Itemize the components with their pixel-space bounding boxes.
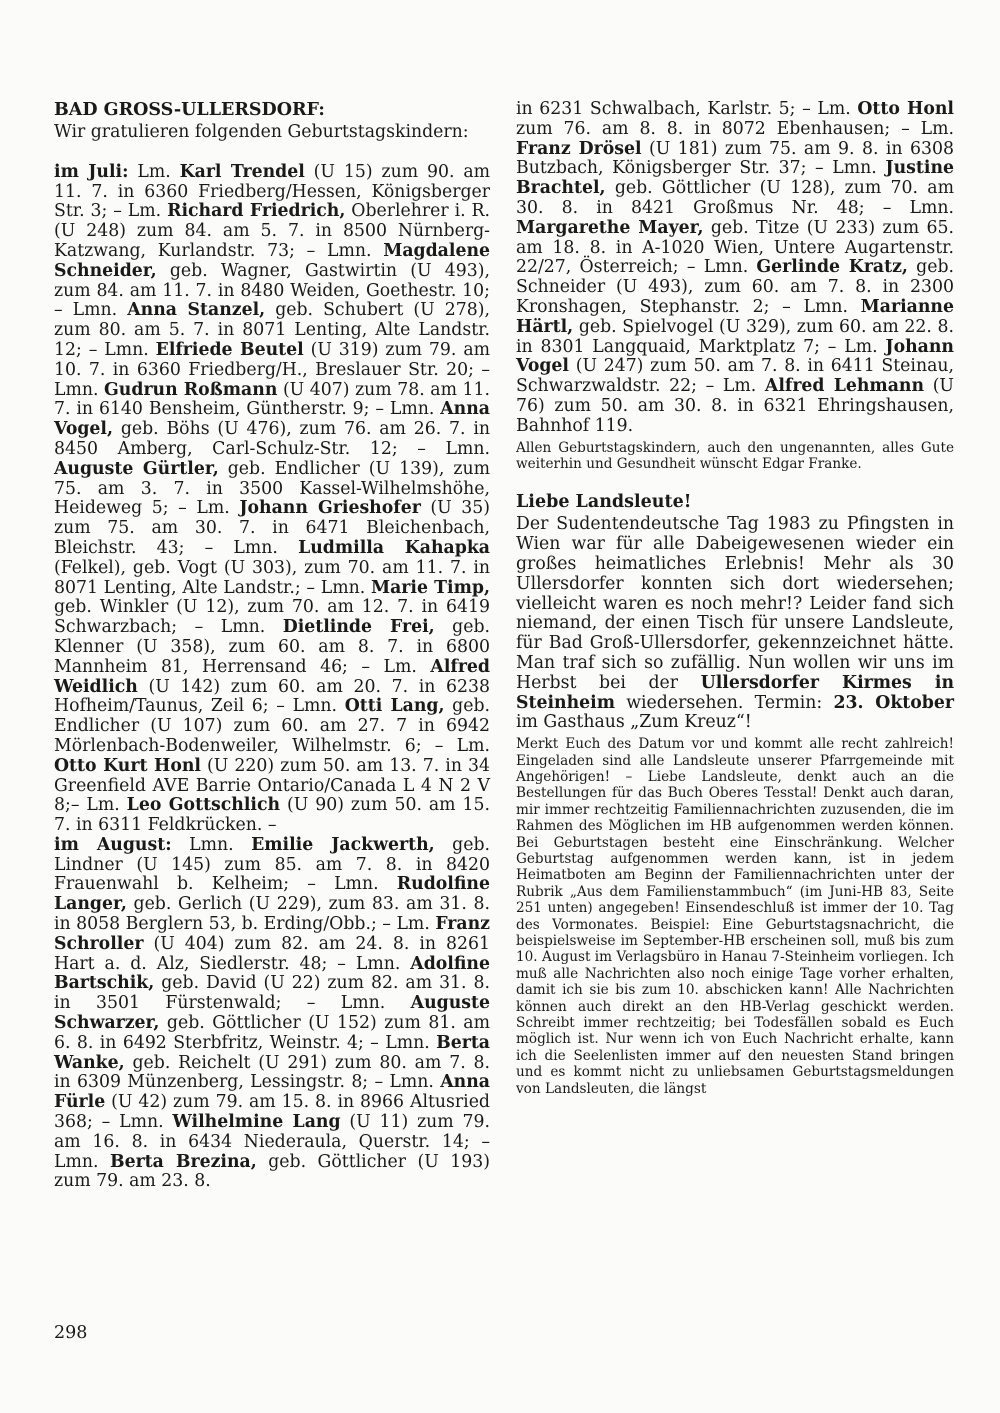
bold-name: Wilhelmine Lang xyxy=(172,1112,341,1133)
text-run: im Gasthaus „Zum Kreuz“! xyxy=(516,712,752,733)
bold-name: Adolfine Bartschik, xyxy=(54,953,490,994)
text-run: geb. Schneider (U 493), zum 60. am 7. 8. in 2300 Kronshagen, Stephanstr. 2; – Lmn. xyxy=(516,257,955,317)
letter-heading: Liebe Landsleute! xyxy=(516,492,692,513)
text-run: (U 407) zum 78. am 11. 7. in 6140 Bensheim, Güntherstr. 9; – Lmn. xyxy=(54,379,490,420)
bold-name: Auguste Gürtler, xyxy=(54,458,219,479)
bold-name: Magdalene Schneider, xyxy=(54,240,490,281)
bold-name: Rudolfine Langer, xyxy=(54,874,490,915)
text-run: geb. Reichelt (U 291) zum 80. am 7. 8. in 6309 Münzenberg, Lessingstr. 8; – Lmn. xyxy=(54,1052,490,1093)
bold-name: Alfred Lehmann xyxy=(764,376,925,397)
text-run: geb. Gerlich (U 229), zum 83. am 31. 8. in 8058 Berglern 53, b. Erding/Obb.; – Lm. xyxy=(54,894,490,935)
letter-body xyxy=(516,515,954,733)
text-run: geb. Göttlicher (U 193) zum 79. am 23. 8. xyxy=(54,1151,490,1192)
text-run: Der Sudentendeutsche Tag 1983 zu Pfingsten in Wien war für alle Dabeigewesenen wieder ein großes heimatliches Erlebnis! Mehr als 30 Ullersdorfer konnten sich dort wiedersehen; vielleicht waren es noch mehr!? Leider fand sich niemand, der einen Tisch für unsere Landsleute, für Bad Groß-Ullersdorfer, gekennzeichnet hätte. Man traf sich so zufällig. Nun wollen wir uns im Herbst bei der xyxy=(516,514,954,693)
bold-name: Marie Timp, xyxy=(370,577,490,598)
bold-name: Dietlinde Frei, xyxy=(282,617,435,638)
text-run: geb. Schubert (U 278), zum 80. am 5. 7. in 8071 Lenting, Alte Landstr. 12; – Lmn. xyxy=(54,300,490,360)
text-run: (U 90) zum 50. am 15. 7. in 6311 Feldkrücken. – xyxy=(54,795,490,836)
bold-name: Karl Trendel xyxy=(179,161,305,182)
text-run: (U 15) zum 90. am 11. 7. in 6360 Friedberg/Hessen, Königsberger Str. 3; – Lm. xyxy=(54,161,491,222)
bold-name: Otto Honl xyxy=(857,99,954,119)
left-column xyxy=(54,100,490,1192)
bold-name: Ludmilla Kahapka xyxy=(298,537,490,558)
text-run: zum 76. am 8. 8. in 8072 Ebenhausen; – Lm. xyxy=(516,118,954,139)
bold-name: Margarethe Mayer, xyxy=(516,217,704,238)
intro-text: Wir gratulieren folgenden Geburtstagskindern: xyxy=(54,122,469,142)
bold-name: Franz Drösel xyxy=(516,138,642,159)
text-run: geb. Endlicher (U 139), zum 75. am 3. 7. in 3500 Kassel-Wilhelmshöhe, Heideweg 5; – Lm. xyxy=(54,458,490,519)
bold-name: Marianne Härtl, xyxy=(516,296,954,337)
bold-name: Emilie Jackwerth, xyxy=(251,834,435,855)
text-run: geb. Göttlicher (U 152) zum 81. am 6. 8. in 6492 Sterbfritz, Weinstr. 4; – Lmn. xyxy=(54,1013,490,1053)
bold-name: Berta Wanke, xyxy=(54,1032,490,1073)
right-column xyxy=(516,100,954,1097)
bold-name: Anna Vogel, xyxy=(54,399,490,440)
bold-name: Otto Kurt Honl xyxy=(54,755,201,776)
text-run: geb. Klenner (U 358), zum 60. am 8. 7. in 6800 Mannheim 81, Herrensand 46; – Lm. xyxy=(54,617,491,677)
text-run: geb. Winkler (U 12), zum 70. am 12. 7. in 6419 Schwarzbach; – Lmn. xyxy=(54,597,490,638)
page-number: 298 xyxy=(54,1323,88,1343)
bold-name: Johann Vogel xyxy=(516,336,954,377)
bold-name: im August: xyxy=(54,834,172,855)
notice-text: Merkt Euch des Datum vor und kommt alle recht zahlreich! Eingeladen sind alle Landsleute unserer Pfarrgemeinde mit Angehörigen! – Liebe Landsleute, denkt auch an die Bestellungen für das Buch Oberes Tesstal! Denkt auch daran, mir immer rechtzeitig Familiennachrichten zuzusenden, die im Rahmen des Möglichen im HB aufgenommen werden können. Bei Geburtstagen besteht eine Einschränkung. Welcher Geburtstag aufgenommen werden kann, ist in jedem Heimatboten am Beginn der Familiennachrichten unter der Rubrik „Aus dem Familienstammbuch“ (im Juni-HB 83, Seite 251 unten) angegeben! Einsendeschluß ist immer der 10. Tag des Vormonates. Beispiel: Eine Geburtstagsnachricht, die beispielsweise im September-HB erscheinen soll, muß bis zum 10. August im Verlagsbüro in Hanau 7-Steinheim vorliegen. Ich muß alle Nachrichten also noch einige Tage vorher erhalten, damit ich sie bis zum 10. abschicken kann! Alle Nachrichten können auch direkt an den HB-Verlag geschickt werden. Schreibt immer rechtzeitig; bei Todesfällen sobald es Euch möglich ist. Nur wenn ich von Euch Nachricht erhalte, kann ich die Seelenlisten immer auf den neuesten Stand bringen und es kommt nicht zu unliebsamen Geburtstagsmeldungen von Landsleuten, die längst xyxy=(516,736,954,1097)
text-run: (U 220) zum 50. am 13. 7. in 34 Greenfield AVE Barrie Ontario/Canada L 4 N 2 V 8;– Lm. xyxy=(54,755,490,816)
bold-name: Franz Schroller xyxy=(54,914,490,954)
text-run: (U 404) zum 82. am 24. 8. in 8261 Hart a. d. Alz, Siedlerstr. 48; – Lmn. xyxy=(54,933,490,974)
text-run: (U 11) zum 79. am 16. 8. in 6434 Niederaula, Querstr. 14; – Lmn. xyxy=(54,1112,490,1172)
bold-name: 23. Oktober xyxy=(833,692,954,713)
text-run: (U 319) zum 79. am 10. 7. in 6360 Friedberg/H., Breslauer Str. 20; – Lmn. xyxy=(54,339,491,400)
august-birthdays xyxy=(54,836,490,1192)
text-run: wiedersehen. Termin: xyxy=(615,692,834,713)
bold-name: Berta Brezina, xyxy=(109,1151,257,1172)
bold-name: Alfred Weidlich xyxy=(54,656,490,697)
bold-name: Elfriede Beutel xyxy=(155,339,304,360)
text-run: (U 35) zum 75. am 30. 7. in 6471 Bleichenbach, Bleichstr. 43; – Lmn. xyxy=(54,498,491,558)
text-run: geb. Wagner, Gastwirtin (U 493), zum 84. am 11. 7. in 8480 Weiden, Goethestr. 10; – Lmn. xyxy=(54,260,490,321)
text-run: Lm. xyxy=(128,161,180,182)
july-birthdays xyxy=(54,163,490,836)
bold-name: Anna Stanzel, xyxy=(127,300,266,321)
section-heading: BAD GROSS-ULLERSDORF: xyxy=(54,100,325,120)
bold-name: Auguste Schwarzer, xyxy=(54,993,490,1034)
text-run: geb. David (U 22) zum 82. am 31. 8. in 3501 Fürstenwald; – Lmn. xyxy=(54,973,490,1014)
text-run: geb. Titze (U 233) zum 65. am 18. 8. in A-1020 Wien, Untere Augartenstr. 22/27, Österreich; – Lmn. xyxy=(516,217,954,278)
text-run: (U 42) zum 79. am 15. 8. in 8966 Altusried 368; – Lmn. xyxy=(54,1092,490,1133)
bold-name: Ullersdorfer Kirmes in Steinheim xyxy=(516,672,955,713)
text-run: (U 76) zum 50. am 30. 8. in 6321 Ehringshausen, Bahnhof 119. xyxy=(516,376,954,436)
text-run: Oberlehrer i. R. (U 248) zum 84. am 5. 7. in 8500 Nürnberg-Katzwang, Kurlandstr. 73; – Lmn. xyxy=(54,201,490,261)
text-run: geb. Endlicher (U 107) zum 60. am 27. 7 in 6942 Mörlenbach-Bodenweiler, Wilhelmstr. 6; – Lm. xyxy=(54,696,490,756)
bold-name: Gerlinde Kratz, xyxy=(756,257,908,278)
bold-name: Justine Brachtel, xyxy=(516,158,954,199)
text-run: geb. Lindner (U 145) zum 85. am 7. 8. in 8420 Frauenwahl b. Kelheim; – Lmn. xyxy=(54,834,490,895)
birthday-wishes: Allen Geburtstagskindern, auch den ungenannten, alles Gute weiterhin und Gesundheit wünscht Edgar Franke. xyxy=(516,439,954,472)
text-run: geb. Spielvogel (U 329), zum 60. am 22. 8. in 8301 Langquaid, Marktplatz 7; – Lm. xyxy=(516,316,954,357)
bold-name: Anna Fürle xyxy=(54,1072,490,1113)
bold-name: Otti Lang, xyxy=(344,696,445,717)
bold-name: Richard Friedrich, xyxy=(167,201,346,222)
text-run: in 6231 Schwalbach, Karlstr. 5; – Lm. xyxy=(516,99,858,119)
text-run: geb. Böhs (U 476), zum 76. am 26. 7. in 8450 Amberg, Carl-Schulz-Str. 12; – Lmn. xyxy=(54,419,490,459)
text-run: Lmn. xyxy=(171,834,252,855)
text-run: (U 142) zum 60. am 20. 7. in 6238 Hofheim/Taunus, Zeil 6; – Lmn. xyxy=(54,676,490,717)
text-run: (U 181) zum 75. am 9. 8. in 6308 Butzbach, Königsberger Str. 37; – Lmn. xyxy=(516,138,954,179)
bold-name: im Juli: xyxy=(54,161,129,182)
august-birthdays-continued xyxy=(516,100,954,437)
text-run: geb. Göttlicher (U 128), zum 70. am 30. 8. in 8421 Großmus Nr. 48; – Lmn. xyxy=(516,178,954,218)
bold-name: Gudrun Roßmann xyxy=(104,379,278,400)
text-run: (U 247) zum 50. am 7. 8. in 6411 Steinau, Schwarzwaldstr. 22; – Lm. xyxy=(516,356,954,397)
text-run: (Felkel), geb. Vogt (U 303), zum 70. am 11. 7. in 8071 Lenting, Alte Landstr.; – Lmn. xyxy=(54,557,490,598)
bold-name: Johann Grieshofer xyxy=(239,498,421,519)
bold-name: Leo Gottschlich xyxy=(126,795,281,816)
